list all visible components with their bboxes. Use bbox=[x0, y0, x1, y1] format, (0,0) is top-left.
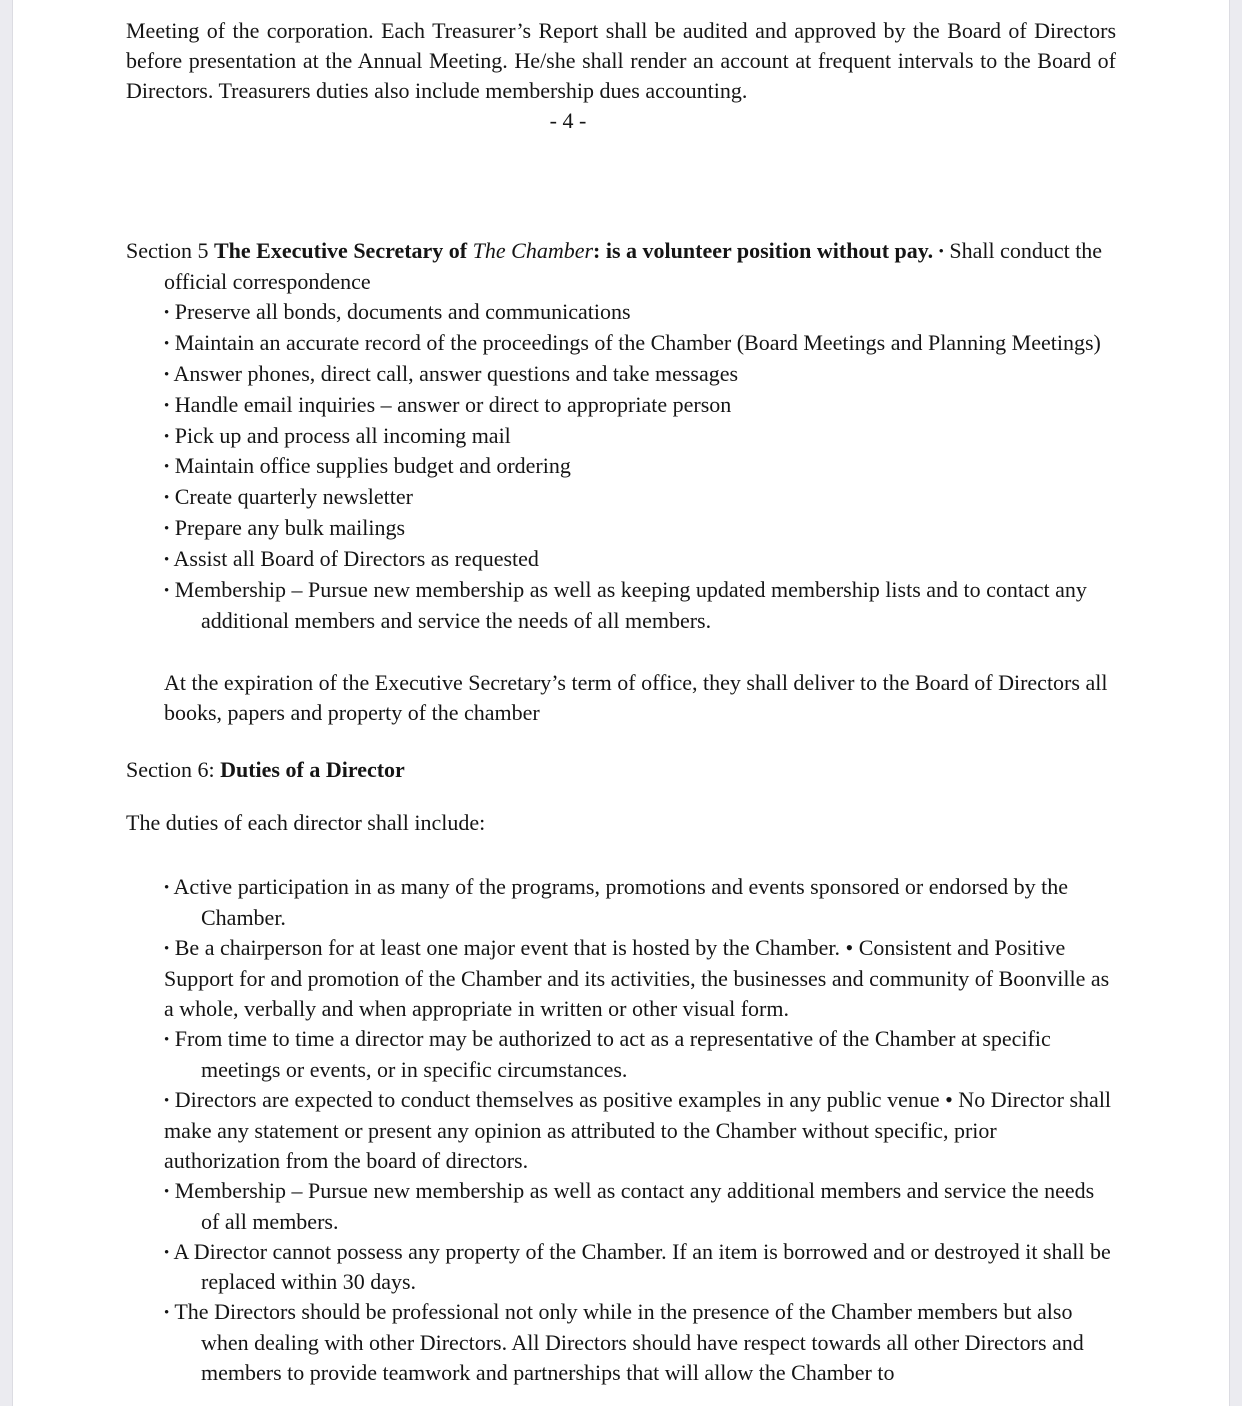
list-item bbox=[164, 328, 1116, 359]
list-item-text: A Director cannot possess any property of the Chamber. If an item is borrowed and or destroyed it shall be replaced within 30 days. bbox=[173, 1238, 1111, 1295]
bullet-marker: • bbox=[164, 397, 170, 414]
bullet-marker: • bbox=[164, 940, 170, 957]
page-number: - 4 - bbox=[549, 108, 587, 133]
list-item bbox=[164, 482, 1116, 513]
section-5-title-bold-end: : is a volunteer position without pay. bbox=[593, 238, 934, 263]
section-5-bullet-list bbox=[126, 297, 1116, 636]
list-item bbox=[164, 421, 1116, 452]
list-item bbox=[164, 513, 1116, 544]
list-item-text: Directors are expected to conduct themselves as positive examples in any public venue • No Director shall make any statement or present any opinion as attributed to the Chamber without specific, prior authorization from the board of directors. bbox=[164, 1086, 1112, 1173]
list-item bbox=[164, 1237, 1116, 1298]
list-item-text: The Directors should be professional not only while in the presence of the Chamber members but also when dealing with other Directors. All Directors should have respect towards all other Directors and members to provide teamwork and partnerships that will allow the Chamber to bbox=[174, 1299, 1084, 1386]
list-item-text: Prepare any bulk mailings bbox=[174, 515, 406, 541]
bullet-marker: • bbox=[164, 459, 170, 476]
bullet-marker: • bbox=[164, 879, 170, 896]
document-content bbox=[13, 0, 1229, 1388]
list-item bbox=[164, 1085, 1116, 1176]
bullet-marker: • bbox=[164, 582, 170, 599]
list-item-text: Preserve all bonds, documents and communications bbox=[174, 298, 631, 324]
list-item bbox=[164, 933, 1116, 1024]
list-item-text: Assist all Board of Directors as requested bbox=[173, 546, 539, 572]
list-item-text: Maintain an accurate record of the proceedings of the Chamber (Board Meetings and Planning Meetings) bbox=[174, 329, 1101, 355]
treasurer-paragraph: Meeting of the corporation. Each Treasurer’s Report shall be audited and approved by the Board of Directors before presentation at the Annual Meeting. He/she shall render an account at frequent intervals to the Board of Directors. Treasurers duties also include membership dues accounting. bbox=[126, 18, 1116, 103]
list-item-text: Pick up and process all incoming mail bbox=[174, 422, 511, 448]
bullet-marker: • bbox=[164, 552, 170, 569]
bullet-marker: • bbox=[164, 1244, 170, 1261]
list-item-text: Membership – Pursue new membership as well as contact any additional members and service the needs of all members. bbox=[174, 1177, 1095, 1234]
section-5-title-bold: The Executive Secretary of bbox=[214, 238, 473, 263]
document-page bbox=[12, 0, 1230, 1406]
list-item-text: Answer phones, direct call, answer questions and take messages bbox=[173, 360, 739, 386]
bullet-marker: • bbox=[164, 521, 170, 538]
bullet-marker: • bbox=[164, 1183, 170, 1200]
bullet-marker: • bbox=[164, 335, 170, 352]
section-5-heading bbox=[126, 236, 1116, 297]
bullet-marker: • bbox=[164, 1092, 170, 1109]
list-item-text: Active participation in as many of the programs, promotions and events sponsored or endorsed by the Chamber. bbox=[173, 873, 1069, 930]
section-6-intro: The duties of each director shall include: bbox=[126, 809, 486, 835]
bullet-marker: • bbox=[164, 366, 170, 383]
list-item bbox=[164, 390, 1116, 421]
list-item bbox=[164, 575, 1116, 636]
bullet-marker: • bbox=[164, 304, 170, 321]
list-item-text: Membership – Pursue new membership as well as keeping updated membership lists and to contact any additional members and service the needs of all members. bbox=[174, 577, 1087, 633]
list-item bbox=[164, 359, 1116, 390]
list-item-text: From time to time a director may be authorized to act as a representative of the Chamber at specific meetings or events, or in specific circumstances. bbox=[174, 1025, 1051, 1082]
list-item bbox=[164, 1176, 1116, 1237]
list-item bbox=[164, 297, 1116, 328]
bullet-marker: • bbox=[164, 1031, 170, 1048]
bullet-marker: • bbox=[164, 490, 170, 507]
section-5-title-italic: The Chamber bbox=[472, 238, 594, 263]
list-item-text: Handle email inquiries – answer or direct to appropriate person bbox=[174, 391, 732, 417]
list-item bbox=[164, 451, 1116, 482]
list-item bbox=[164, 872, 1116, 933]
section-6-title-bold: Duties of a Director bbox=[220, 756, 405, 782]
section-6-label: Section 6: bbox=[126, 756, 221, 782]
list-item bbox=[164, 1024, 1116, 1085]
list-item-text: Maintain office supplies budget and ordering bbox=[174, 453, 571, 479]
section-5-label: Section 5 bbox=[126, 238, 214, 263]
list-item bbox=[164, 1297, 1116, 1388]
bullet-marker: • bbox=[164, 1305, 170, 1322]
section-6-heading bbox=[126, 755, 1116, 785]
section-5-inline-item: Shall conduct the official correspondence bbox=[164, 238, 1103, 294]
bullet-marker: • bbox=[938, 243, 944, 260]
bullet-marker: • bbox=[164, 428, 170, 445]
list-item bbox=[164, 544, 1116, 575]
secretary-expiration-paragraph: At the expiration of the Executive Secretary’s term of office, they shall deliver to the Board of Directors all books, papers and property of the chamber bbox=[164, 669, 1108, 725]
list-item-text: Create quarterly newsletter bbox=[174, 484, 413, 510]
section-6-bullet-list bbox=[126, 872, 1116, 1388]
list-item-text: Be a chairperson for at least one major event that is hosted by the Chamber. • Consistent and Positive Support for and promotion of the Chamber and its activities, the businesses and community of Boonville as a whole, verbally and when appropriate in written or other visual form. bbox=[164, 934, 1110, 1021]
